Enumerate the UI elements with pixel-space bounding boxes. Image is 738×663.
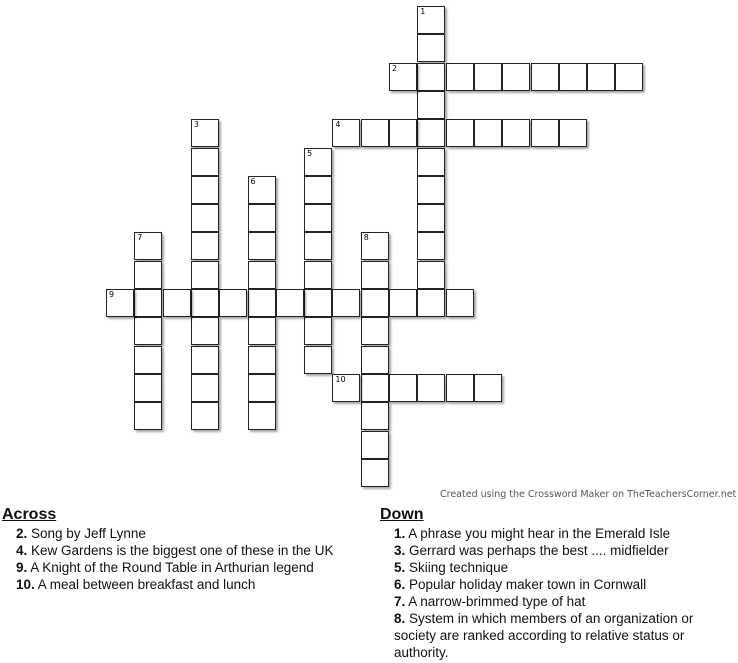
clue-num: 6. bbox=[394, 577, 406, 592]
grid-cell[interactable] bbox=[219, 289, 247, 317]
grid-cell[interactable] bbox=[332, 119, 360, 147]
grid-cell[interactable] bbox=[417, 204, 445, 232]
grid-cell[interactable] bbox=[361, 232, 389, 260]
clue-number: 5 bbox=[307, 148, 313, 158]
clue-num: 3. bbox=[394, 543, 406, 558]
grid-cell[interactable] bbox=[389, 119, 417, 147]
grid-cell[interactable] bbox=[361, 431, 389, 459]
grid-cell[interactable] bbox=[304, 317, 332, 345]
grid-cell[interactable] bbox=[417, 289, 445, 317]
down-clue bbox=[394, 542, 730, 559]
grid-cell[interactable] bbox=[417, 119, 445, 147]
grid-cell[interactable] bbox=[134, 402, 162, 430]
down-clue bbox=[394, 576, 730, 593]
clue-text: Song by Jeff Lynne bbox=[27, 526, 146, 541]
grid-cell[interactable] bbox=[446, 289, 474, 317]
grid-cell[interactable] bbox=[248, 346, 276, 374]
down-clues bbox=[380, 505, 730, 661]
clue-num: 1. bbox=[394, 526, 406, 541]
grid-cell[interactable] bbox=[304, 148, 332, 176]
grid-cell[interactable] bbox=[304, 289, 332, 317]
grid-cell[interactable] bbox=[191, 289, 219, 317]
clue-text: System in which members of an organization or society are ranked according to relative status or authority. bbox=[394, 611, 694, 660]
grid-cell[interactable] bbox=[615, 63, 643, 91]
grid-cell[interactable] bbox=[502, 63, 530, 91]
clue-num: 8. bbox=[394, 611, 406, 626]
clue-number: 9 bbox=[109, 290, 115, 299]
clue-text: Popular holiday maker town in Cornwall bbox=[405, 577, 647, 592]
grid-cell[interactable] bbox=[191, 261, 219, 289]
across-heading: Across bbox=[2, 506, 57, 523]
across-clue-list bbox=[2, 525, 362, 593]
grid-cell[interactable] bbox=[361, 374, 389, 402]
grid-cell[interactable] bbox=[389, 374, 417, 402]
grid-cell[interactable] bbox=[191, 317, 219, 345]
grid-cell[interactable] bbox=[191, 346, 219, 374]
grid-cell[interactable] bbox=[417, 91, 445, 119]
grid-cell[interactable] bbox=[191, 119, 219, 147]
down-clue-list bbox=[380, 525, 730, 661]
grid-cell[interactable] bbox=[389, 289, 417, 317]
grid-cell[interactable] bbox=[361, 119, 389, 147]
grid-cell[interactable] bbox=[191, 176, 219, 204]
across-clue bbox=[16, 576, 362, 593]
clue-number: 3 bbox=[193, 120, 199, 130]
credit-text: Created using the Crossword Maker on TheTeachersCorner.net bbox=[440, 489, 737, 500]
grid-cell[interactable] bbox=[446, 119, 474, 147]
grid-cell[interactable] bbox=[304, 204, 332, 232]
grid-cell[interactable] bbox=[248, 402, 276, 430]
clue-number: 1 bbox=[420, 7, 426, 16]
grid-cell[interactable] bbox=[559, 63, 587, 91]
grid-cell[interactable] bbox=[417, 63, 445, 91]
grid-cell[interactable] bbox=[248, 374, 276, 402]
grid-cell[interactable] bbox=[191, 402, 219, 430]
clue-num: 2. bbox=[16, 526, 28, 541]
down-clue bbox=[394, 593, 730, 610]
grid-cell[interactable] bbox=[276, 289, 304, 317]
grid-cell[interactable] bbox=[134, 289, 162, 317]
grid-cell[interactable] bbox=[417, 148, 445, 176]
clue-number: 8 bbox=[363, 233, 369, 243]
grid-cell[interactable] bbox=[248, 204, 276, 232]
grid-cell[interactable] bbox=[417, 232, 445, 260]
grid-cell[interactable] bbox=[248, 289, 276, 317]
across-clues bbox=[2, 505, 362, 593]
grid-cell[interactable] bbox=[248, 317, 276, 345]
grid-cell[interactable] bbox=[559, 119, 587, 147]
grid-cell[interactable] bbox=[134, 346, 162, 374]
clue-number: 7 bbox=[137, 233, 143, 243]
clue-number: 4 bbox=[335, 120, 341, 130]
grid-cell[interactable] bbox=[389, 63, 417, 91]
grid-cell[interactable] bbox=[163, 289, 191, 317]
clue-num: 4. bbox=[16, 543, 28, 558]
grid-cell[interactable] bbox=[446, 374, 474, 402]
grid-cell[interactable] bbox=[191, 204, 219, 232]
grid-cell[interactable] bbox=[531, 119, 559, 147]
grid-cell[interactable] bbox=[332, 374, 360, 402]
grid-cell[interactable] bbox=[361, 459, 389, 487]
clue-num: 7. bbox=[394, 594, 406, 609]
grid-cell[interactable] bbox=[191, 148, 219, 176]
clue-number: 6 bbox=[250, 176, 256, 186]
grid-cell[interactable] bbox=[417, 374, 445, 402]
grid-cell[interactable] bbox=[417, 6, 445, 34]
grid-cell[interactable] bbox=[361, 261, 389, 289]
grid-cell[interactable] bbox=[248, 232, 276, 260]
grid-cell[interactable] bbox=[417, 261, 445, 289]
clue-text: Gerrard was perhaps the best .... midfielder bbox=[405, 543, 669, 558]
grid-cell[interactable] bbox=[474, 119, 502, 147]
clue-num: 10. bbox=[16, 577, 35, 592]
grid-cell[interactable] bbox=[332, 289, 360, 317]
grid-cell[interactable] bbox=[587, 63, 615, 91]
grid-cell[interactable] bbox=[474, 374, 502, 402]
clue-number: 2 bbox=[392, 63, 398, 73]
grid-cell[interactable] bbox=[446, 63, 474, 91]
down-heading: Down bbox=[380, 506, 424, 523]
grid-cell[interactable] bbox=[502, 119, 530, 147]
across-clue bbox=[16, 525, 362, 542]
grid-cell[interactable] bbox=[191, 374, 219, 402]
clue-text: Kew Gardens is the biggest one of these in the UK bbox=[27, 543, 334, 558]
grid-cell[interactable] bbox=[304, 176, 332, 204]
grid-cell[interactable] bbox=[417, 34, 445, 62]
grid-cell[interactable] bbox=[134, 317, 162, 345]
down-clue bbox=[394, 559, 730, 576]
grid-cell[interactable] bbox=[361, 346, 389, 374]
across-clue bbox=[16, 559, 362, 576]
clue-text: A meal between breakfast and lunch bbox=[34, 577, 256, 592]
grid-cell[interactable] bbox=[191, 232, 219, 260]
down-clue bbox=[394, 610, 730, 661]
grid-cell[interactable] bbox=[248, 261, 276, 289]
clue-text: A phrase you might hear in the Emerald Isle bbox=[405, 526, 671, 541]
clue-text: Skiing technique bbox=[405, 560, 509, 575]
grid-cell[interactable] bbox=[361, 289, 389, 317]
grid-cell[interactable] bbox=[304, 261, 332, 289]
clue-num: 9. bbox=[16, 560, 28, 575]
grid-cell[interactable] bbox=[134, 232, 162, 260]
grid-cell[interactable] bbox=[248, 176, 276, 204]
clue-number: 10 bbox=[335, 374, 346, 384]
across-clue bbox=[16, 542, 362, 559]
grid-cell[interactable] bbox=[134, 261, 162, 289]
grid-cell[interactable] bbox=[134, 374, 162, 402]
grid-cell[interactable] bbox=[304, 346, 332, 374]
clue-text: A Knight of the Round Table in Arthurian legend bbox=[27, 560, 314, 575]
clue-num: 5. bbox=[394, 560, 406, 575]
clue-text: A narrow-brimmed type of hat bbox=[405, 594, 586, 609]
grid-cell[interactable] bbox=[106, 289, 134, 317]
grid-cell[interactable] bbox=[304, 232, 332, 260]
down-clue bbox=[394, 525, 730, 542]
grid-cell[interactable] bbox=[361, 402, 389, 430]
grid-cell[interactable] bbox=[417, 176, 445, 204]
grid-cell[interactable] bbox=[474, 63, 502, 91]
grid-cell[interactable] bbox=[531, 63, 559, 91]
grid-cell[interactable] bbox=[361, 317, 389, 345]
